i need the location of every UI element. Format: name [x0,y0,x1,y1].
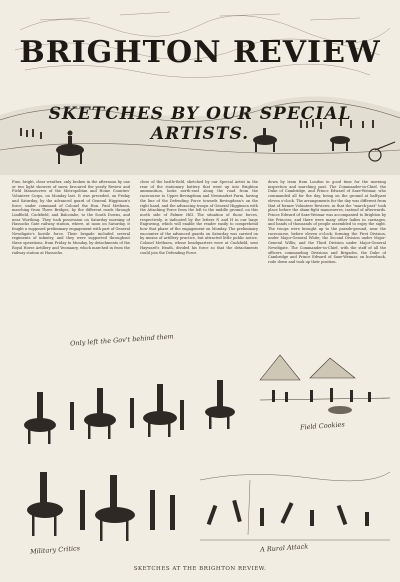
sketch-label-bottom-left: Military Critics [29,544,81,556]
cavalry-sketch [24,380,235,444]
sketches-panel [10,332,390,562]
military-critics-sketch [27,472,175,541]
masthead-illustration [0,0,400,175]
masthead-scene [0,0,400,175]
masthead-subtitle: SKETCHES BY OUR SPECIAL ARTISTS. [48,104,352,144]
masthead-title: BRIGHTON REVIEW [19,35,381,70]
page-caption: SKETCHES AT THE BRIGHTON REVIEW. [133,566,267,572]
sketch-label-bottom-right: A Rural Attack [259,542,309,554]
article-columns [12,180,390,330]
article-column-2: close of the battle-field, sketched by our Special Artist in the rear of the stationary battery that went up into Brighton ammunition, looks north-east along the road from the racecourse to Upper Bevingdean and Newmarket Farm, having the line of the Defending Force towards Bevingdean's on the right hand, and the advancing troops of General Higginson with the Attacking Force from the left to the middle ground, on this north side of Falmer Hill. The situation of those forces, respectively, is indicated by the letters N and H in our large Engraving, which will enable the reader easily to comprehend how that phase of the engagement on Monday. The preliminary encounter of the advanced guards on Saturday was carried on by means of artillery practice, but attracted little public notice. Colonel Methuen, whose headquarters were at Cuckfield, sent Hayward's Heath, divided his force so that the detachments could join the Defending Force. [140,180,258,255]
article-column-1: Fine, bright, clear weather, only broken in the afternoon by one or two light showers of snow, favoured the yearly Review and Field Manoeuvres of the Metropolitan and Home Counties' Volunteer Corps, on Monday last. It was preceded, on Friday and Saturday, by the advanced guard of General Higginson's force, under command of Colonel the Hon. Paul Methuen, marching from Three Bridges, by the different roads through Lindfield, Cuckfield, and Balcombe, to the South Downs, and near Worthing. They took possession on Saturday morning of Hassocks Gate railway station, where, at noon on Saturday, it fought a supposed preliminary engagement with part of General Newdigate's hostile force. Their brigade included several regiments of infantry, and they were supported throughout these operations, from Friday to Monday, by detachments of the Royal Horse Artillery and Yeomanry, which marched in from the railway station at Hassocks. [12,180,130,255]
sketch-label-top-left: Only left the Gov't behind them [69,332,174,348]
sketch-label-top-right: Field Cookies [299,420,345,432]
rural-attack-sketch [207,500,369,526]
sketches-illustration [10,340,390,562]
article-column-3: down by train from London in good time for the morning inspection and marching past. The Commander-in-Chief, the Duke of Cambridge, and Prince Edward of Saxe-Weimar, who commanded all for the day, being on the ground at half-past eleven o'clock. The arrangements for the day was different from that of former Volunteer Reviews, in that the "march-past" took place before the sham-fight manoeuvres, instead of afterwards. Prince Edward of Saxe-Weimar was accompanied to Brighton by the Princess, and there were many other ladies in carriages, and bands of thousands of people assembled to enjoy the sight. The troops were brought up to the parade-ground, near the racecourse, before eleven o'clock; forming the First Division, under Major-General White; the Second Division under Major-General Willis; and the Third Division under Major-General Newdigate. The Commander-in-Chief, with the staff of all the officers commanding Divisions and Brigades, the Duke of Cambridge and Prince Edward of Saxe-Weimar, on horseback, rode down and took up their position. [268,180,386,264]
